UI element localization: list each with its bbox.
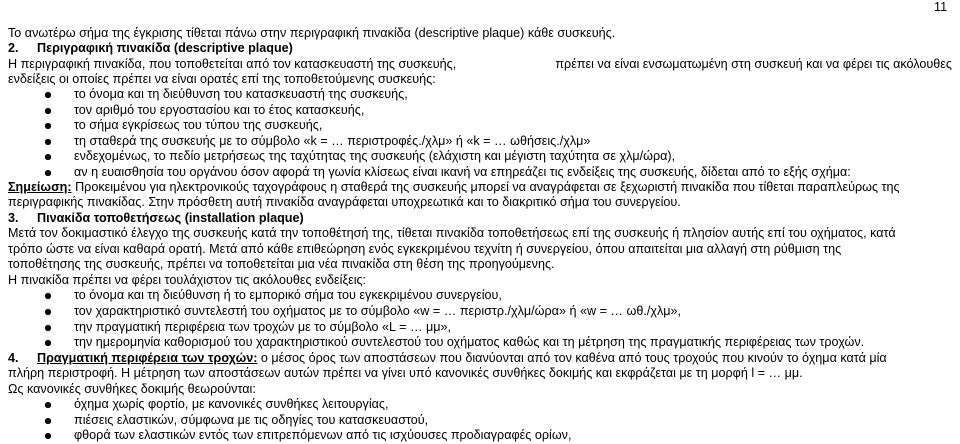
section-2-paragraph-line-2: ενδείξεις οι οποίες πρέπει να είναι ορατές επί της τοποθετούμενης συσκευής:: [8, 72, 436, 86]
list-item-text: το όνομα και τη διεύθυνση ή το εμπορικό σήμα του εγκεκριμένου συνεργείου,: [74, 288, 502, 302]
section-4-heading: Πραγματική περιφέρεια των τροχών:: [37, 351, 258, 365]
section-4-number: 4.: [8, 351, 19, 365]
section-3-paragraph-line-3: τοποθέτησης της συσκευής, πρέπει να τοποθετείται μια νέα πινακίδα στη θέση της προηγούμενης.: [8, 257, 555, 271]
bullet-icon: [45, 309, 51, 315]
bullet-icon: [45, 433, 51, 439]
list-item-text: την πραγματική περιφέρεια των τροχών με το σύμβολο «L = … μμ»,: [74, 320, 452, 334]
note-label: Σημείωση:: [8, 180, 72, 194]
section-3-heading: Πινακίδα τοποθετήσεως (installation plaque): [37, 211, 304, 225]
list-item-text: το σήμα εγκρίσεως του τύπου της συσκευής,: [74, 118, 323, 132]
bullet-icon: [45, 293, 51, 299]
list-item-text: όχημα χωρίς φορτίο, με κανονικές συνθήκες λειτουργίας,: [74, 397, 389, 411]
list-item-text: τον αριθμό του εργοστασίου και το έτος κατασκευής,: [74, 103, 365, 117]
section-4-line-1: [37, 351, 887, 366]
section-4-line-1-text: ο μέσος όρος των αποστάσεων που διανύονται από τον καθένα από τους τροχούς που κινούν το όχημα κατά μία: [257, 351, 887, 365]
list-item-text: πιέσεις ελαστικών, σύμφωνα με τις οδηγίες του κατασκευαστού,: [74, 413, 429, 427]
section-3-paragraph-2: Η πινακίδα πρέπει να φέρει τουλάχιστον τις ακόλουθες ενδείξεις:: [8, 273, 367, 287]
page-number: 11: [934, 0, 948, 14]
section-3-number: 3.: [8, 211, 19, 225]
section-2-note-line-1: [8, 180, 900, 195]
section-2-paragraph-line-1: [8, 57, 952, 72]
section-4-line-2: πλήρη περιστροφή. Η μέτρηση των αποστάσεων αυτών πρέπει να γίνει υπό κανονικές συνθήκες δοκιμής και εκφράζεται με τη μορφή l = … μμ.: [8, 366, 803, 380]
bullet-icon: [45, 154, 51, 160]
list-item-text: τη σταθερά της συσκευής με το σύμβολο «k = … περιστροφές./χλμ» ή «k = … ωθήσεις./χλμ»: [74, 134, 591, 148]
list-item-text: την ημερομηνία καθορισμού του χαρακτηριστικού συντελεστού του οχήματος καθώς και τη μέτρηση της πραγματικής περιφέρειας των τροχών.: [74, 335, 865, 349]
section-4-line-3: Ως κανονικές συνθήκες δοκιμής θεωρούνται:: [8, 382, 256, 396]
list-item-text: φθορά των ελαστικών εντός των επιτρεπόμενων από τις ισχύουσες προδιαγραφές ορίων,: [74, 428, 572, 442]
bullet-icon: [45, 170, 51, 176]
list-item-text: το όνομα και τη διεύθυνση του κατασκευαστή της συσκευής,: [74, 87, 408, 101]
list-item-text: τον χαρακτηριστικό συντελεστή του οχήματος με το σύμβολο «w = … περιστρ./χλμ/ώρα» ή «w = … ωθ./χλμ»,: [74, 304, 682, 318]
bullet-icon: [45, 340, 51, 346]
section-2-note-line-2: περιγραφικής πινακίδας. Στην πρόσθετη αυτή πινακίδα αναγράφεται υποχρεωτικά και το διακριτικό σήμα του συνεργείου.: [8, 195, 681, 209]
bullet-icon: [45, 402, 51, 408]
bullet-icon: [45, 108, 51, 114]
bullet-icon: [45, 123, 51, 129]
bullet-icon: [45, 139, 51, 145]
section-2-paragraph-part-b: πρέπει να είναι ενσωματωμένη στη συσκευή και να φέρει τις ακόλουθες: [555, 57, 952, 71]
bullet-icon: [45, 325, 51, 331]
section-2-heading: Περιγραφική πινακίδα (descriptive plaque): [37, 41, 293, 55]
bullet-icon: [45, 418, 51, 424]
bullet-icon: [45, 92, 51, 98]
note-text: Προκειμένου για ηλεκτρονικούς ταχογράφους η σταθερά της συσκευής μπορεί να αναγράφεται σε ξεχωριστή πινακίδα που τίθεται παραπλεύρως της: [71, 180, 900, 194]
section-3-paragraph-line-2: τρόπο ώστε να είναι καθαρά ορατή. Μετά από κάθε επιθεώρηση ενός εγκεκριμένου τεχνίτη ή συνεργείου, όπου απαιτείται μια αλλαγή στη ρύθμιση της: [8, 242, 842, 256]
section-3-paragraph-line-1: Μετά τον δοκιμαστικό έλεγχο της συσκευής κατά την τοποθέτησή της, τίθεται πινακίδα τοποθετήσεως επί της συσκευής ή πλησίον αυτής επί του οχήματος, κατά: [8, 226, 896, 240]
list-item-text: ενδεχομένως, το πεδίο μετρήσεως της ταχύτητας της συσκευής (ελάχιστη και μέγιστη ταχύτητα σε χλμ/ώρα),: [74, 149, 676, 163]
section-2-paragraph-part-a: Η περιγραφική πινακίδα, που τοποθετείται από τον κατασκευαστή της συσκευής,: [8, 57, 457, 71]
list-item-text: αν η ευαισθησία του οργάνου όσον αφορά τη γωνία κλίσεως είναι ικανή να επηρεάζει τις ενδείξεις της συσκευής, δίδεται από το εξής σχήμα:: [74, 165, 851, 179]
intro-paragraph: Το ανωτέρω σήμα της έγκρισης τίθεται πάνω στην περιγραφική πινακίδα (descriptive plaque) κάθε συσκευής.: [8, 26, 616, 40]
section-2-number: 2.: [8, 41, 19, 55]
